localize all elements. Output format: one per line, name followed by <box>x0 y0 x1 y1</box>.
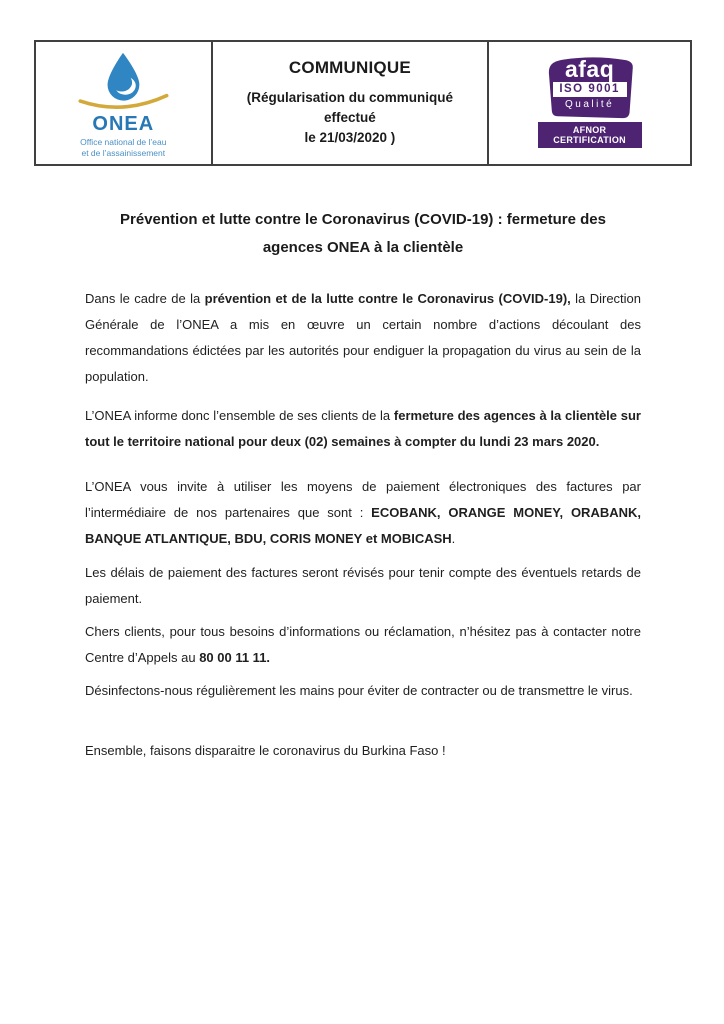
header-table <box>34 40 692 166</box>
onea-wordmark: ONEA <box>92 113 155 135</box>
communique-subtitle-line1: (Régularisation du communiqué effectué <box>246 90 454 125</box>
communique-title: COMMUNIQUE <box>288 58 411 77</box>
communique-subtitle <box>223 88 478 148</box>
paragraph: Chers clients, pour tous besoins d’informations ou réclamation, n’hésitez pas à contacter notre Centre d’Appels au 80 00 11 11. <box>85 624 641 665</box>
communique-cell <box>213 42 490 164</box>
paragraph: Dans le cadre de la prévention et de la lutte contre le Coronavirus (COVID-19), la Direction Générale de l’ONEA a mis en œuvre un certain nombre d’actions découlant des recommandations édictées par les autorités pour endiguer la propagation du virus au sein de la population. <box>85 291 642 384</box>
water-drop-icon <box>73 50 173 114</box>
onea-subtitle-line2: et de l’assainissement <box>81 147 166 158</box>
onea-logo-cell <box>36 42 213 164</box>
qualite-label: Qualité <box>565 98 615 110</box>
afaq-certification-cell <box>489 42 690 164</box>
document-title: Prévention et lutte contre le Coronavirus (COVID-19) : fermeture des agences ONEA à la clientèle <box>120 211 606 256</box>
iso-9001-label: ISO 9001 <box>553 82 627 97</box>
paragraph: L’ONEA vous invite à utiliser les moyens de paiement électroniques des factures par l’intermédiaire de nos partenaires que sont : ECOBANK, ORANGE MONEY, ORABANK, BANQUE ATLANTIQUE, BDU, CORIS MONEY et MOBICASH. <box>85 479 641 546</box>
document-content <box>85 206 641 764</box>
afaq-brand-text: afaq <box>564 55 615 82</box>
document-paragraphs <box>85 286 641 764</box>
onea-subtitle-line1: Office national de l’eau <box>80 137 167 147</box>
paragraph: Les délais de paiement des factures seront révisés pour tenir compte des éventuels retards de paiement. <box>85 565 641 606</box>
afaq-badge-content <box>544 55 636 119</box>
paragraph: Désinfectons-nous régulièrement les mains pour éviter de contracter ou de transmettre le virus. <box>85 683 633 698</box>
paragraph: L’ONEA informe donc l’ensemble de ses clients de la fermeture des agences à la clientèle sur tout le territoire national pour deux (02) semaines à compter du lundi 23 mars 2020. <box>85 408 641 449</box>
communique-subtitle-line2: le 21/03/2020 ) <box>304 130 396 145</box>
paragraph: Ensemble, faisons disparaitre le coronavirus du Burkina Faso ! <box>85 743 446 758</box>
afaq-badge <box>544 55 636 119</box>
onea-subtitle <box>80 137 166 158</box>
afnor-certification-bar: AFNOR CERTIFICATION <box>538 122 642 148</box>
